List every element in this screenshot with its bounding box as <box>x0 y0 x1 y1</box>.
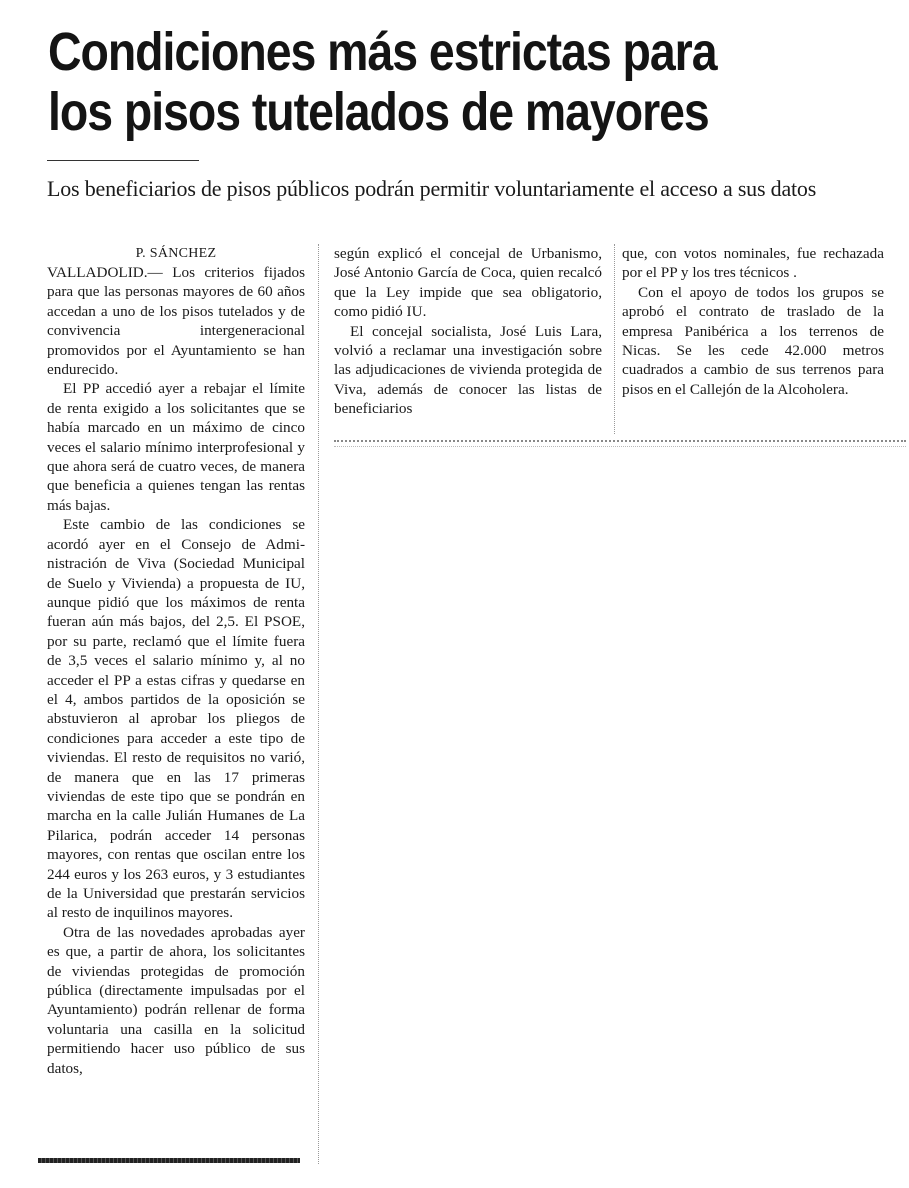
headline-line-1: Condiciones más estrictas para <box>48 22 717 82</box>
article-end-rule-secondary <box>334 446 906 447</box>
paragraph-4: Otra de las novedades aprobadas ayer es que, a partir de ahora, los solicitantes de viviendas protegidas de promoción pública (directamente impulsadas por el Ayuntamiento) podrán rellenar de forma voluntaria una casilla en la solicitud permitiendo hacer uso público de sus datos, <box>47 923 305 1077</box>
article-end-rule <box>334 440 906 442</box>
article-column-1 <box>47 244 305 1078</box>
paragraph-1-text: Los criterios fijados para que las personas mayores de 60 años accedan a uno de los pisos tutelados y de convivencia intergeneracional promovidos por el Ayuntamiento se han endurecido. <box>47 264 305 379</box>
article-column-2 <box>334 244 602 419</box>
paragraph-5: según explicó el concejal de Urbanismo, José Antonio García de Coca, quien recalcó que la Ley impide que sea obligatorio, como pidió IU. <box>334 245 602 321</box>
dateline: VALLADOLID.— <box>47 264 163 281</box>
paragraph-7: que, con votos nominales, fue rechazada por el PP y los tres técnicos . <box>622 245 884 282</box>
column-divider-1 <box>318 244 319 1164</box>
headline <box>48 22 779 142</box>
headline-rule <box>47 160 199 161</box>
paragraph-1 <box>47 263 305 379</box>
byline: P. SÁNCHEZ <box>135 246 217 261</box>
article-column-3 <box>622 244 884 399</box>
headline-line-2: los pisos tutelados de mayores <box>48 82 709 142</box>
column-divider-2 <box>614 244 615 434</box>
paragraph-2: El PP accedió ayer a rebajar el límite de renta exigido a los solicitantes que se había marcado en un máximo de cinco veces el salario mínimo interprofesional y que ahora será de cuatro veces, de manera que beneficia a quienes tengan las rentas más bajas. <box>47 380 305 514</box>
paragraph-8: Con el apoyo de todos los grupos se aprobó el contrato de traslado de la empresa Panibérica a los terrenos de Nicas. Se les cede 42.000 metros cuadrados a cambio de sus terrenos para pisos en el Callejón de la Alcoholera. <box>622 283 884 398</box>
paragraph-3: Este cambio de las condiciones se acordó ayer en el Consejo de Administración de Viva (Sociedad Municipal de Suelo y Vivienda) a propuesta de IU, aunque pidió que los máximos de renta fueran aún más bajos, del 2,5. El PSOE, por su parte, reclamó que el límite fuera de 3,5 veces el salario mínimo y, al no acceder el PP a estas cifras y quedarse en el 4, ambos partidos de la oposición se abstuvieron al aprobar los pliegos de condiciones para acceder a este tipo de viviendas. El resto de requisitos no varió, de manera que en las 17 primeras viviendas de este tipo que se pondrán en marcha en la calle Julián Humanes de La Pilarica, podrán acceder 14 personas mayores, con rentas que oscilan entre los 244 euros y los 263 euros, y 3 estudiantes de la Universidad que prestarán servicios al resto de inquilinos mayores. <box>47 516 305 922</box>
subheadline: Los beneficiarios de pisos públicos podrán permitir voluntariamente el acceso a sus datos <box>47 176 817 201</box>
paragraph-6: El concejal socialista, José Luis Lara, volvió a reclamar una investigación sobre las adjudicaciones de vivienda protegida de Viva, además de conocer las listas de beneficiarios <box>334 322 602 418</box>
page-bottom-bar <box>38 1158 300 1163</box>
